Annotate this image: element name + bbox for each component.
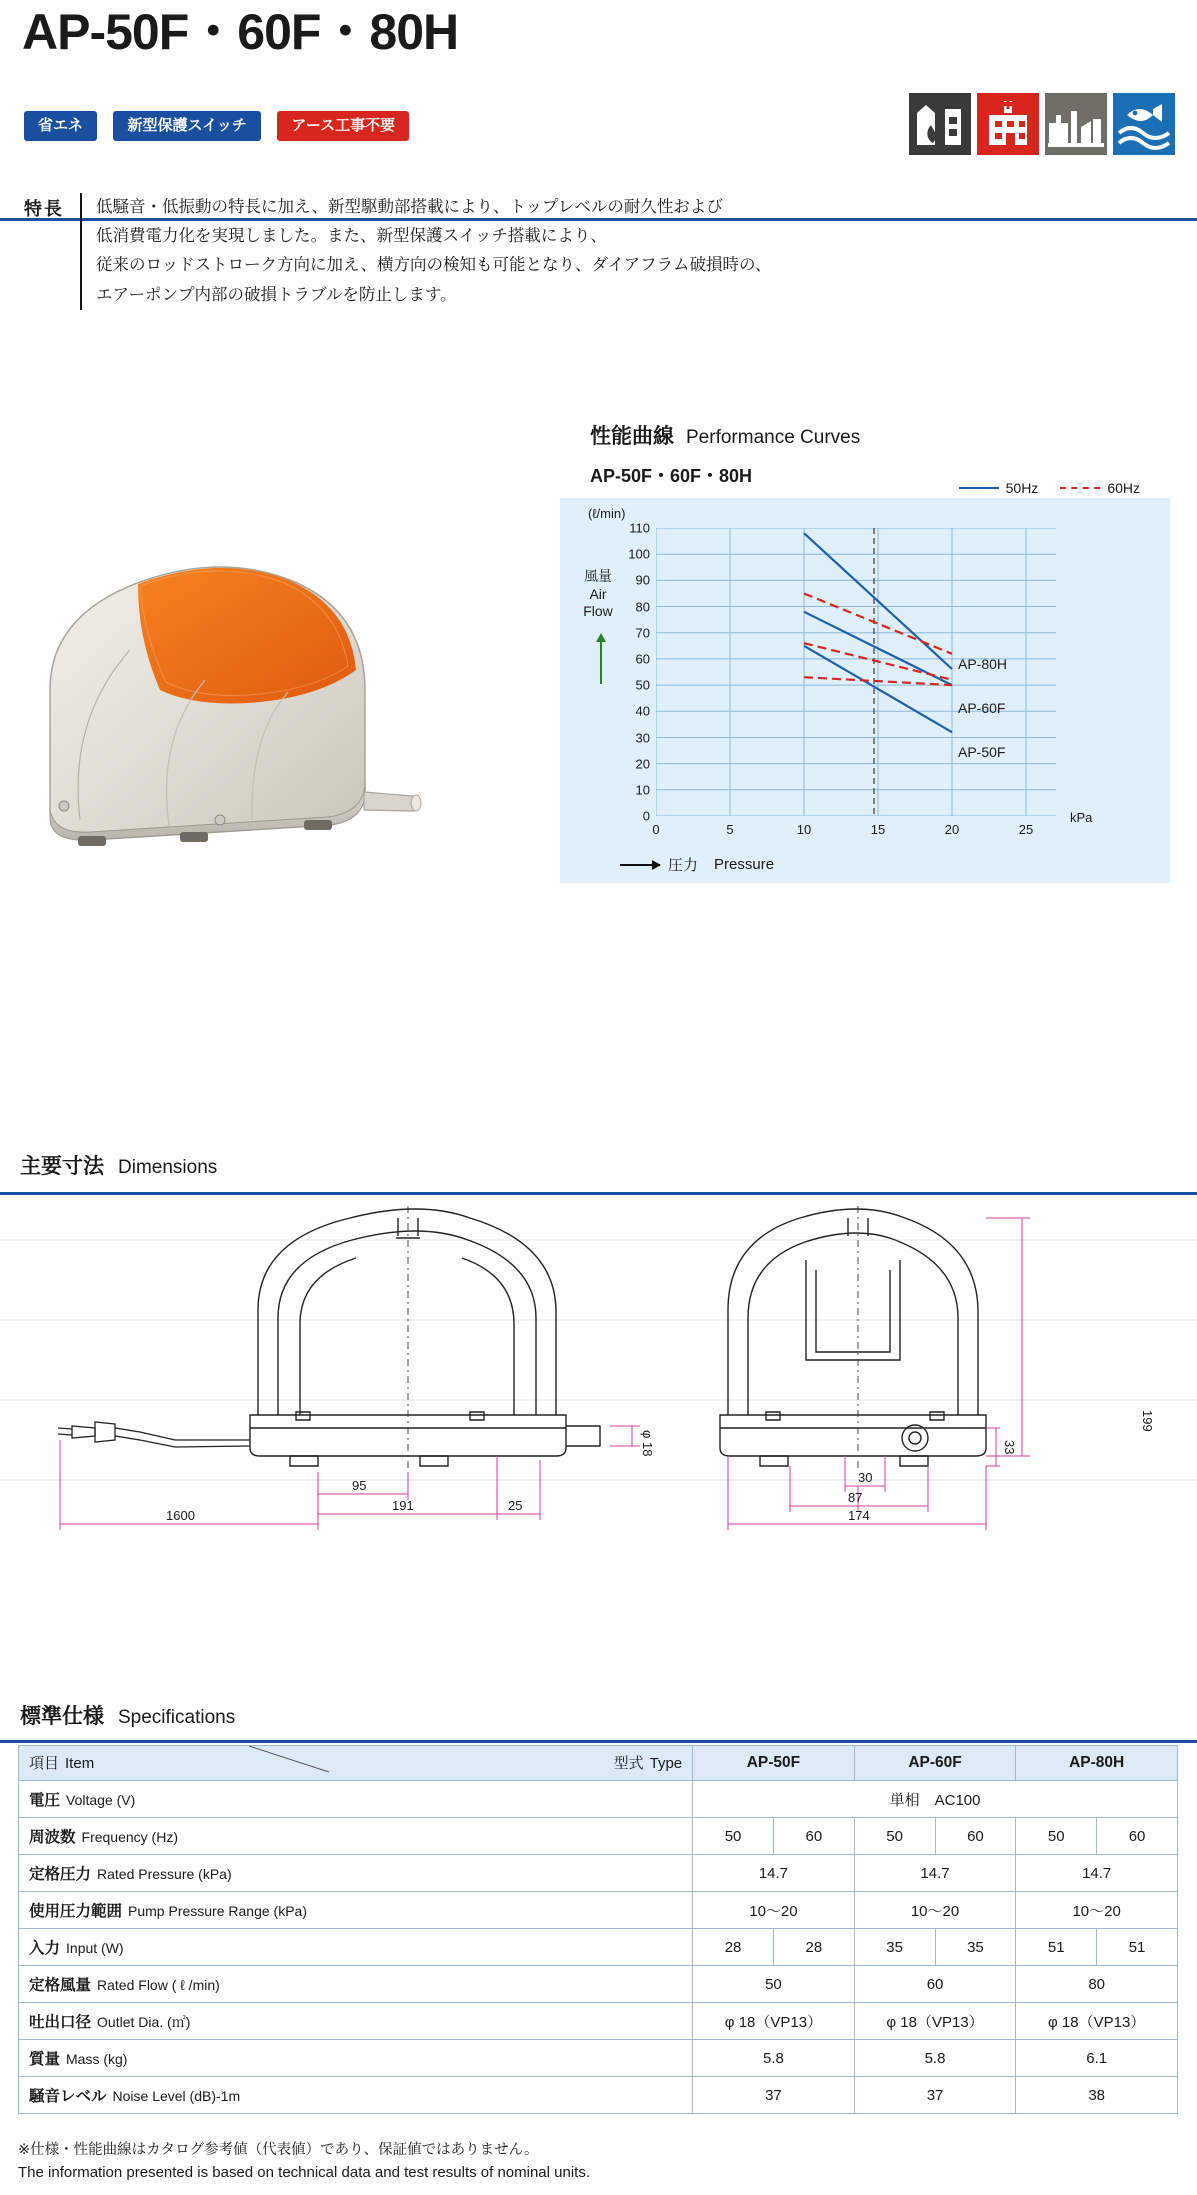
- cell-rated-pressure-60f: 14.7: [854, 1855, 1016, 1892]
- table-row-input: [19, 1929, 1178, 1966]
- divider-dimensions: [0, 1192, 1197, 1195]
- table-row-mass: [19, 2040, 1178, 2077]
- table-header-row: [19, 1746, 1178, 1781]
- header-item-jp: 項目 Item: [29, 1755, 95, 1772]
- y-tick: 50: [635, 677, 650, 693]
- row-label-mass: 質量 Mass (kg): [19, 2040, 693, 2077]
- cell-pressure-range-80h: 10〜20: [1016, 1892, 1178, 1929]
- cell-outlet-dia-60f: φ 18（VP13）: [854, 2003, 1016, 2040]
- cell-mass-50f: 5.8: [693, 2040, 855, 2077]
- pictogram-group: [909, 93, 1175, 155]
- table-row-frequency: [19, 1818, 1178, 1855]
- y-tick: 80: [635, 599, 650, 614]
- cell-input-50f-50: 28: [693, 1929, 774, 1966]
- cell-freq-80h-50: 50: [1016, 1818, 1097, 1855]
- divider-specifications: [0, 1740, 1197, 1743]
- specifications-title-jp: 標準仕様: [20, 1705, 104, 1728]
- y-axis-label-en2: Flow: [583, 603, 613, 619]
- x-tick: 10: [796, 822, 812, 837]
- dimensions-title-en: Dimensions: [118, 1157, 218, 1178]
- specifications-table: [18, 1745, 1178, 2114]
- hospital-icon: [977, 93, 1039, 155]
- x-tick: 0: [652, 822, 660, 837]
- cell-rated-flow-60f: 60: [854, 1966, 1016, 2003]
- row-label-input: 入力 Input (W): [19, 1929, 693, 1966]
- y-tick: 70: [635, 625, 650, 641]
- dimensions-drawings: [0, 1200, 1197, 1630]
- x-axis-arrow-icon: [620, 864, 660, 866]
- header-model-ap60f: AP-60F: [854, 1746, 1016, 1781]
- dimensions-title-jp: 主要寸法: [20, 1155, 104, 1178]
- legend-line-solid: [959, 487, 999, 489]
- row-label-outlet-dia: 吐出口径 Outlet Dia. (㎡): [19, 2003, 693, 2040]
- curve-label-ap80h: AP-80H: [958, 656, 1008, 672]
- row-label-frequency: 周波数 Frequency (Hz): [19, 1818, 693, 1855]
- cell-freq-80h-60: 60: [1097, 1818, 1178, 1855]
- cell-pressure-range-60f: 10〜20: [854, 1892, 1016, 1929]
- x-axis-label-en: Pressure: [714, 856, 775, 873]
- legend-label: 60Hz: [1107, 480, 1140, 496]
- dim-base-width: 191: [392, 1498, 414, 1513]
- table-row-noise: [19, 2077, 1178, 2114]
- dim-cord-length: 1600: [166, 1508, 195, 1523]
- legend-60hz: [1060, 480, 1140, 496]
- cell-rated-flow-50f: 50: [693, 1966, 855, 2003]
- badge-energy-saving: 省エネ: [24, 111, 97, 141]
- dim-inner-width: 95: [352, 1478, 367, 1493]
- badge-no-ground-work: アース工事不要: [277, 111, 409, 141]
- dim-side-small: 30: [858, 1470, 873, 1485]
- curve-label-ap60f: AP-60F: [958, 700, 1006, 716]
- cell-freq-50f-50: 50: [693, 1818, 774, 1855]
- y-axis-label: [574, 568, 622, 621]
- performance-chart: [560, 498, 1170, 883]
- table-row-voltage: [19, 1781, 1178, 1818]
- cell-noise-60f: 37: [854, 2077, 1016, 2114]
- y-tick: 100: [628, 546, 650, 562]
- cell-freq-50f-60: 60: [773, 1818, 854, 1855]
- x-axis-label-jp: 圧力: [668, 857, 699, 874]
- cell-outlet-dia-50f: φ 18（VP13）: [693, 2003, 855, 2040]
- cell-noise-80h: 38: [1016, 2077, 1178, 2114]
- dim-height: 199: [1140, 1410, 1155, 1432]
- cell-outlet-dia-80h: φ 18（VP13）: [1016, 2003, 1178, 2040]
- product-photo: [20, 520, 500, 920]
- chart-legend: [959, 480, 1140, 496]
- badge-protection-switch: 新型保護スイッチ: [113, 111, 260, 141]
- performance-model: AP-50F・60F・80H: [590, 466, 753, 486]
- features-line: 従来のロッドストローク方向に加え、横方向の検知も可能となり、ダイアフラム破損時の、: [96, 256, 772, 275]
- cell-voltage-all: 単相 AC100: [693, 1781, 1178, 1818]
- header-model-ap80h: AP-80H: [1016, 1746, 1178, 1781]
- cell-noise-50f: 37: [693, 2077, 855, 2114]
- y-tick: 20: [635, 756, 650, 772]
- y-tick: 30: [635, 730, 650, 745]
- y-tick: 110: [629, 520, 650, 536]
- dim-outlet-dia: φ 18: [640, 1430, 655, 1457]
- row-label-rated-pressure: 定格圧力 Rated Pressure (kPa): [19, 1855, 693, 1892]
- row-label-pressure-range: 使用圧力範囲 Pump Pressure Range (kPa): [19, 1892, 693, 1929]
- y-axis-arrow-stem: [600, 642, 602, 684]
- row-label-noise: 騒音レベル Noise Level (dB)-1m: [19, 2077, 693, 2114]
- dim-outlet-offset: 25: [508, 1498, 523, 1513]
- table-row-outlet-dia: [19, 2003, 1178, 2040]
- features-line: 低消費電力化を実現しました。また、新型保護スイッチ搭載により、: [96, 226, 607, 245]
- y-axis-label-jp: 風量: [584, 568, 612, 584]
- cell-rated-flow-80h: 80: [1016, 1966, 1178, 2003]
- footnote-en: The information presented is based on technical data and test results of nominal units.: [18, 2163, 590, 2181]
- cell-input-60f-60: 35: [935, 1929, 1016, 1966]
- features-section: [0, 193, 1197, 310]
- performance-title-en: Performance Curves: [686, 427, 861, 448]
- legend-label: 50Hz: [1005, 480, 1039, 496]
- header-item-type-cell: [19, 1746, 693, 1781]
- cell-input-50f-60: 28: [773, 1929, 854, 1966]
- cell-rated-pressure-50f: 14.7: [693, 1855, 855, 1892]
- performance-heading: [560, 420, 1170, 450]
- curve-label-ap50f: AP-50F: [958, 744, 1006, 760]
- table-row-rated-flow: [19, 1966, 1178, 2003]
- footnote: [18, 2140, 590, 2184]
- dim-foot-height: 33: [1002, 1440, 1017, 1455]
- house-plant-icon: [909, 93, 971, 155]
- legend-line-dashed: [1060, 487, 1100, 489]
- cell-input-80h-50: 51: [1016, 1929, 1097, 1966]
- x-tick: 5: [726, 822, 734, 837]
- table-row-rated-pressure: [19, 1855, 1178, 1892]
- specifications-heading: [20, 1700, 235, 1730]
- features-text: [80, 193, 771, 310]
- cell-rated-pressure-80h: 14.7: [1016, 1855, 1178, 1892]
- factory-icon: [1045, 93, 1107, 155]
- y-tick: 40: [635, 703, 650, 719]
- header-model-ap50f: AP-50F: [693, 1746, 855, 1781]
- cell-freq-60f-60: 60: [935, 1818, 1016, 1855]
- features-line: 低騒音・低振動の特長に加え、新型駆動部搭載により、トップレベルの耐久性および: [96, 197, 723, 216]
- badge-row: [0, 111, 1197, 171]
- y-axis-arrow: [596, 633, 606, 642]
- y-axis-unit: (ℓ/min): [588, 506, 626, 521]
- chart-plot-area: [628, 520, 1056, 837]
- y-tick: 0: [642, 808, 650, 824]
- y-axis-label-en1: Air: [589, 585, 607, 602]
- fish-pond-icon: [1113, 93, 1175, 155]
- cell-pressure-range-50f: 10〜20: [693, 1892, 855, 1929]
- x-axis-label: [620, 854, 774, 875]
- cell-mass-80h: 6.1: [1016, 2040, 1178, 2077]
- features-label: 特長: [24, 198, 64, 219]
- row-label-voltage: 電圧 Voltage (V): [19, 1781, 693, 1818]
- performance-title-jp: 性能曲線: [590, 425, 674, 448]
- features-line: エアーポンプ内部の破損トラブルを防止します。: [96, 285, 457, 304]
- y-tick: 10: [635, 782, 650, 798]
- cell-input-60f-50: 35: [854, 1929, 935, 1966]
- performance-section: [560, 420, 1170, 883]
- row-label-rated-flow: 定格風量 Rated Flow ( ℓ /min): [19, 1966, 693, 2003]
- specifications-title-en: Specifications: [118, 1707, 236, 1728]
- x-axis-unit: kPa: [1070, 810, 1093, 825]
- dim-side-inner: 87: [848, 1490, 863, 1505]
- cell-input-80h-60: 51: [1097, 1929, 1178, 1966]
- table-row-pressure-range: [19, 1892, 1178, 1929]
- footnote-jp: ※仕様・性能曲線はカタログ参考値（代表値）であり、保証値ではありません。: [18, 2142, 539, 2158]
- x-tick: 15: [870, 822, 886, 837]
- cell-mass-60f: 5.8: [854, 2040, 1016, 2077]
- dimensions-heading: [20, 1150, 217, 1180]
- header-type-jp: 型式 Type: [613, 1755, 683, 1772]
- y-tick: 60: [635, 651, 650, 667]
- cell-freq-60f-50: 50: [854, 1818, 935, 1855]
- legend-50hz: [959, 480, 1039, 496]
- dim-side-width: 174: [848, 1508, 870, 1523]
- x-tick: 25: [1018, 822, 1034, 837]
- x-tick: 20: [944, 822, 960, 837]
- y-tick: 90: [635, 572, 650, 588]
- page-title: AP-50F・60F・80H: [22, 4, 459, 60]
